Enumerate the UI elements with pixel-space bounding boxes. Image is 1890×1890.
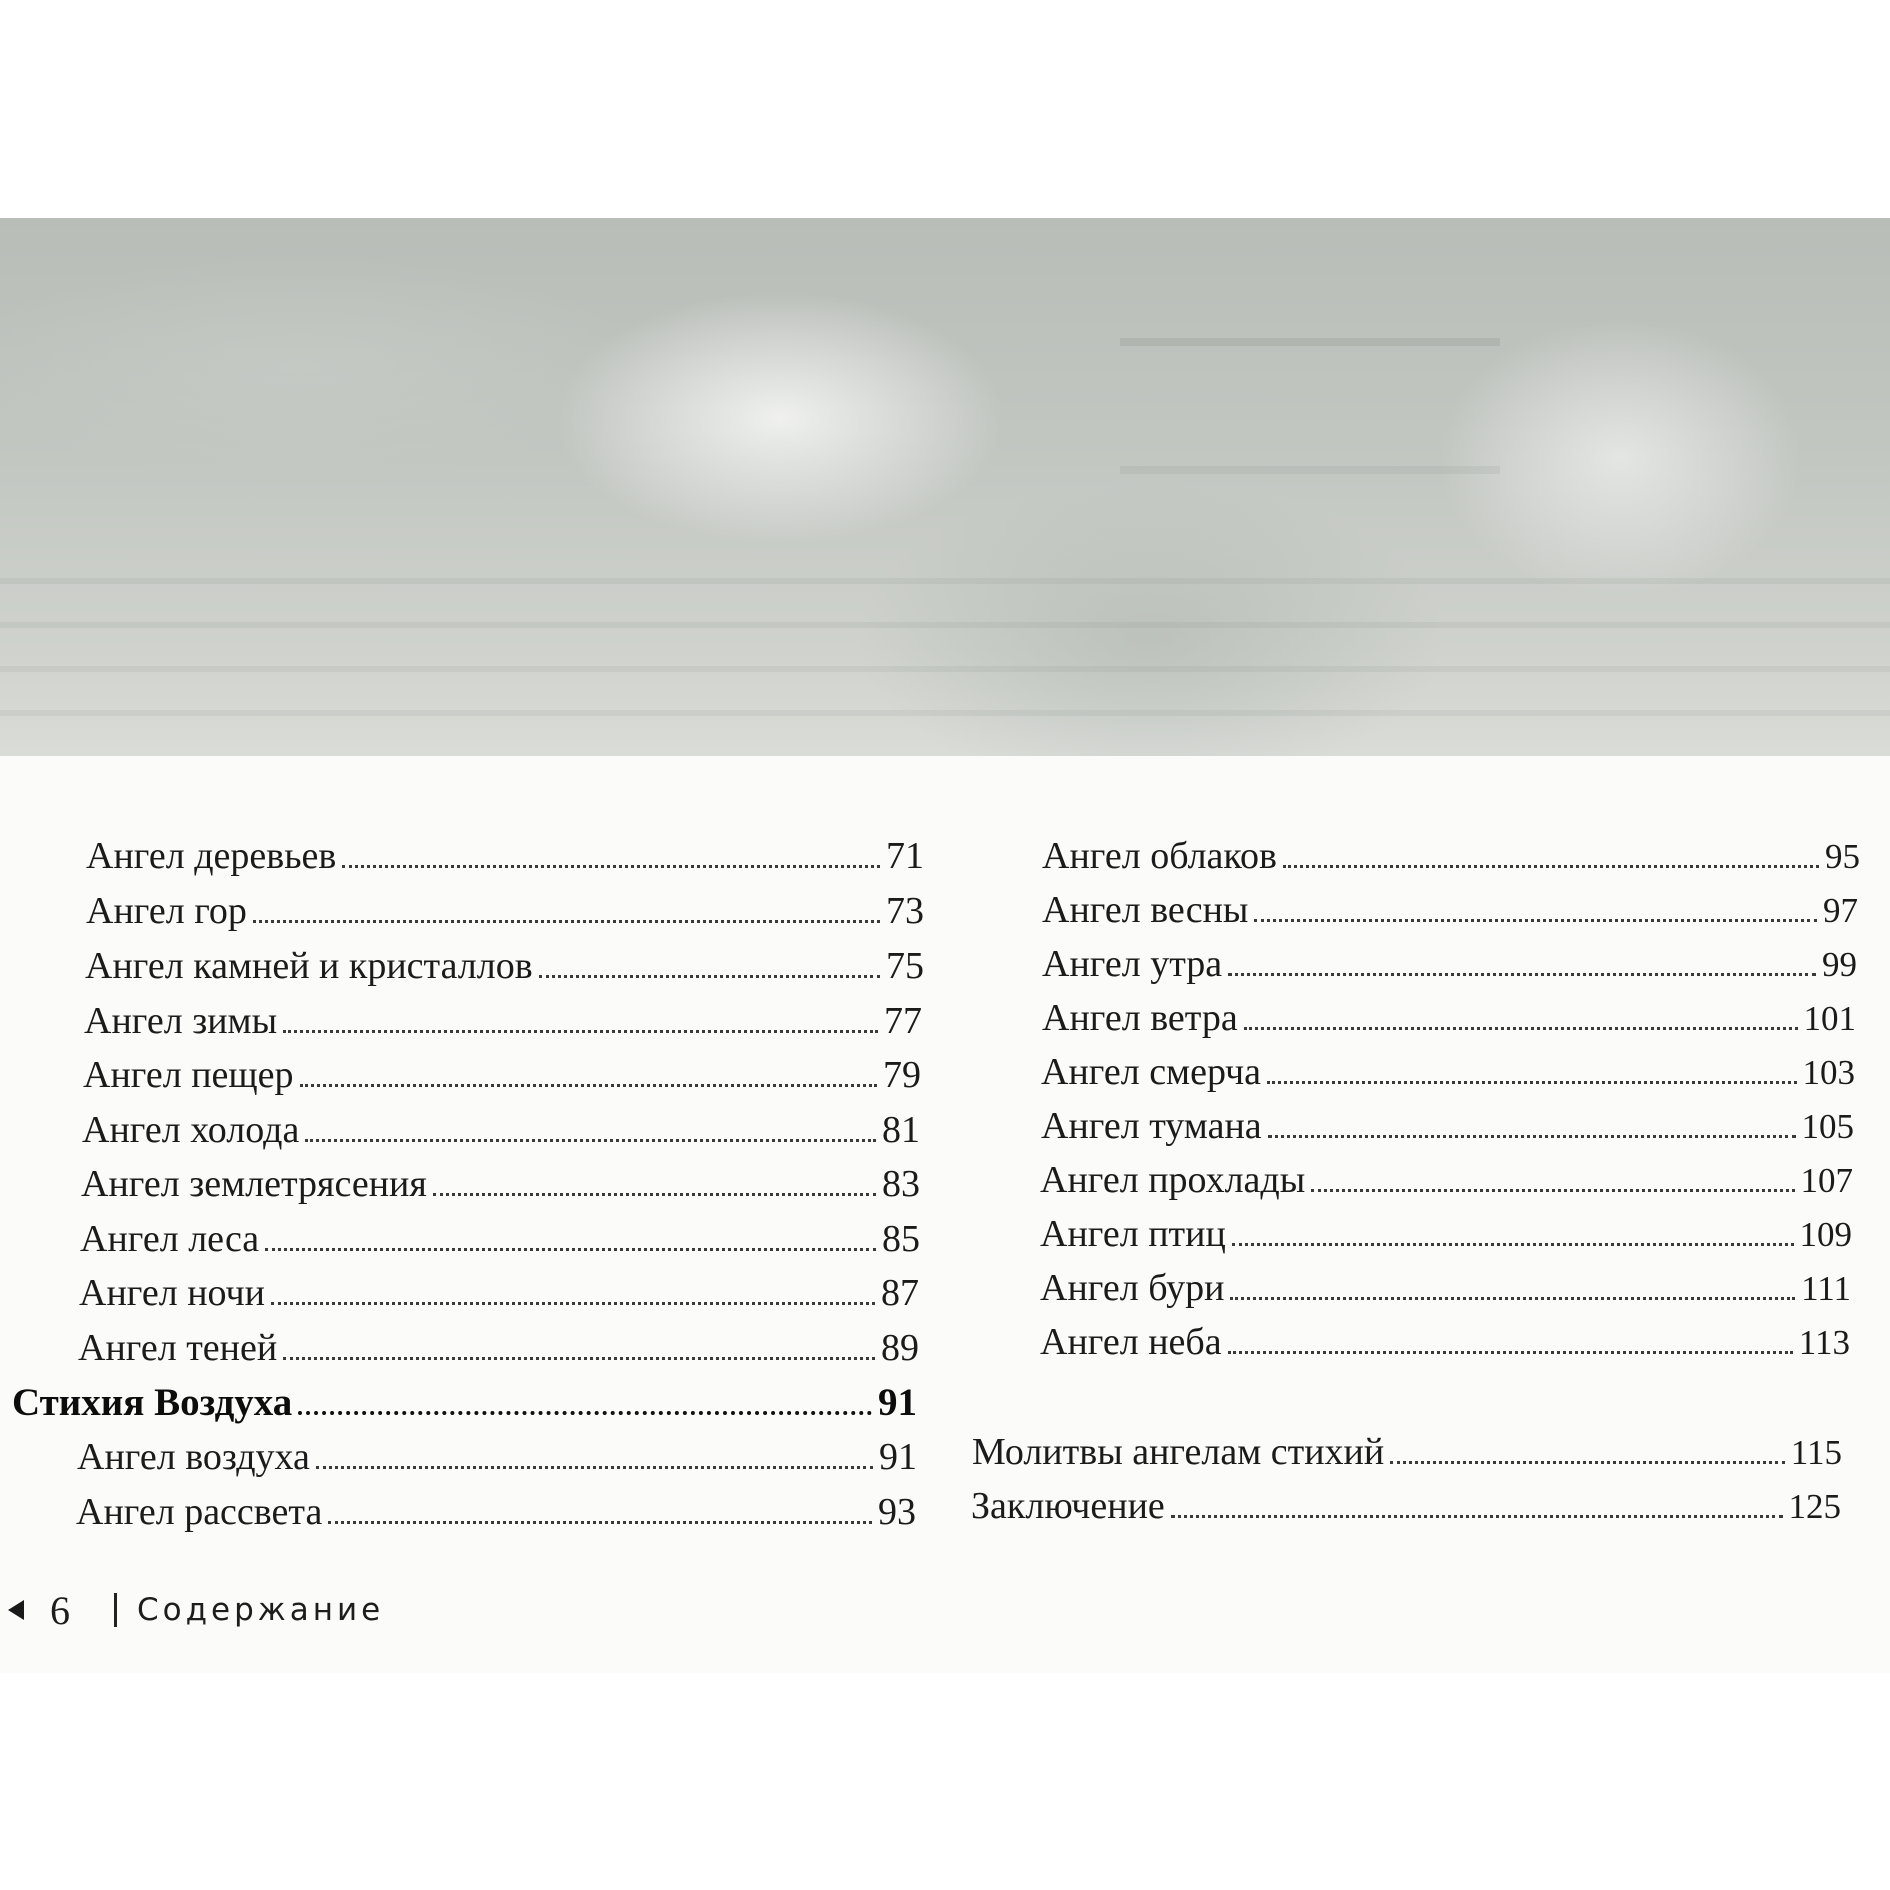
toc-entry-page: 103 (1802, 1053, 1855, 1092)
toc-entry (1041, 1048, 1855, 1096)
toc-entry-page: 73 (886, 890, 924, 932)
toc-section-page: 91 (878, 1381, 917, 1424)
toc-entry-page: 71 (886, 835, 924, 877)
toc-entry (1042, 994, 1856, 1042)
toc-entry-page: 75 (886, 945, 924, 987)
dot-leader (283, 1030, 878, 1033)
toc-entry-page: 105 (1801, 1107, 1854, 1146)
toc-entry (971, 1482, 1841, 1530)
toc-entry-title: Ангел леса (80, 1218, 260, 1260)
toc-entry-title: Ангел весны (1042, 889, 1249, 931)
toc-entry-page: 125 (1788, 1487, 1841, 1526)
dot-leader (1171, 1515, 1783, 1518)
toc-entry-page: 111 (1801, 1269, 1851, 1308)
ghost-title-shape (1120, 338, 1500, 474)
dot-leader (1244, 1027, 1798, 1030)
toc-entry-page: 101 (1803, 999, 1856, 1038)
toc-entry-page: 91 (879, 1436, 917, 1478)
toc-entry (1042, 832, 1860, 880)
toc-entry-title: Ангел прохлады (1040, 1159, 1306, 1201)
dot-leader (265, 1248, 876, 1251)
dot-leader (1267, 1081, 1796, 1084)
toc-entry-title: Ангел птиц (1040, 1213, 1226, 1255)
toc-entry (80, 1215, 920, 1263)
dot-leader (271, 1302, 875, 1305)
dot-leader (342, 865, 880, 868)
dot-leader (1390, 1461, 1785, 1464)
toc-section-title: Стихия Воздуха (12, 1381, 293, 1424)
toc-entry-title: Ангел смерча (1041, 1051, 1262, 1093)
toc-entry-page: 79 (883, 1054, 921, 1096)
dot-leader (1254, 919, 1817, 922)
toc-entry-page: 95 (1825, 837, 1860, 876)
toc-entry-page: 87 (881, 1272, 919, 1314)
toc-entry-title: Ангел ветра (1042, 997, 1238, 1039)
toc-entry-title: Ангел зимы (84, 1000, 278, 1042)
triangle-left-icon (8, 1600, 24, 1620)
toc-entry (83, 1051, 921, 1099)
toc-entry (1040, 1210, 1852, 1258)
toc-entry-page: 109 (1799, 1215, 1852, 1254)
dot-leader (1311, 1189, 1794, 1192)
toc-entry-page: 77 (884, 1000, 922, 1042)
page-number: 6 (50, 1587, 70, 1633)
toc-entry (1042, 940, 1857, 988)
toc-entry (1040, 1264, 1851, 1312)
dot-leader (1228, 1351, 1793, 1354)
dot-leader (305, 1139, 876, 1142)
toc-entry (82, 1106, 920, 1154)
toc-entry (1041, 1102, 1854, 1150)
toc-entry-page: 89 (881, 1327, 919, 1369)
toc-entry-title: Ангел гор (86, 890, 247, 932)
toc-entry-title: Ангел утра (1042, 943, 1223, 985)
toc-entry (77, 1433, 917, 1481)
dot-leader (1268, 1135, 1796, 1138)
toc-entry (1040, 1156, 1853, 1204)
toc-entry-title: Молитвы ангелам стихий (972, 1431, 1385, 1473)
toc-entry-page: 113 (1798, 1323, 1850, 1362)
dot-leader (253, 920, 880, 923)
toc-entry-title: Ангел деревьев (86, 835, 337, 877)
dot-leader (300, 1084, 877, 1087)
toc-entry-title: Ангел теней (78, 1327, 278, 1369)
toc-entry-page: 93 (878, 1491, 916, 1533)
toc-entry-title: Ангел пещер (83, 1054, 294, 1096)
page-footer (8, 1582, 384, 1638)
toc-entry-title: Ангел неба (1040, 1321, 1222, 1363)
toc-entry (76, 1488, 916, 1536)
toc-entry-title: Ангел воздуха (77, 1436, 310, 1478)
dot-leader (283, 1357, 875, 1360)
dot-leader (539, 975, 880, 978)
toc-entry-title: Ангел холода (82, 1109, 300, 1151)
toc-entry-page: 97 (1823, 891, 1858, 930)
toc-entry (79, 1269, 919, 1317)
dot-leader (1232, 1243, 1794, 1246)
toc-entry-title: Ангел рассвета (76, 1491, 323, 1533)
toc-entry-title: Ангел камней и кристаллов (85, 945, 533, 987)
toc-entry-page: 99 (1822, 945, 1857, 984)
dot-leader (316, 1466, 873, 1469)
dot-leader (1228, 973, 1816, 976)
toc-entry (972, 1428, 1842, 1476)
toc-entry-page: 115 (1790, 1433, 1842, 1472)
ghost-text-band (0, 578, 1890, 728)
toc-entry-title: Ангел облаков (1042, 835, 1277, 877)
dot-leader (328, 1521, 872, 1524)
dot-leader (1230, 1297, 1795, 1300)
toc-entry-page: 85 (882, 1218, 920, 1260)
toc-entry (78, 1324, 919, 1372)
toc-entry-title: Ангел бури (1040, 1267, 1225, 1309)
toc-entry (81, 1160, 920, 1208)
dot-leader (298, 1411, 872, 1415)
toc-entry (86, 887, 924, 935)
toc-entry-page: 107 (1800, 1161, 1853, 1200)
toc-entry-title: Ангел тумана (1041, 1105, 1262, 1147)
header-illustration (0, 218, 1890, 756)
toc-entry-title: Ангел землетрясения (81, 1163, 427, 1205)
footer-separator (114, 1593, 117, 1627)
toc-entry (85, 942, 924, 990)
toc-entry-title: Заключение (971, 1485, 1165, 1527)
toc-entry (1042, 886, 1858, 934)
toc-entry-title: Ангел ночи (79, 1272, 265, 1314)
toc-section-heading (12, 1379, 917, 1427)
dot-leader (433, 1193, 876, 1196)
book-page (0, 218, 1890, 1673)
toc-entry-page: 81 (882, 1109, 920, 1151)
toc-entry-page: 83 (882, 1163, 920, 1205)
toc-entry (84, 997, 922, 1045)
toc-entry (1040, 1318, 1850, 1366)
dot-leader (1283, 865, 1819, 868)
toc-entry (86, 832, 924, 880)
running-section-title: Содержание (137, 1592, 385, 1628)
